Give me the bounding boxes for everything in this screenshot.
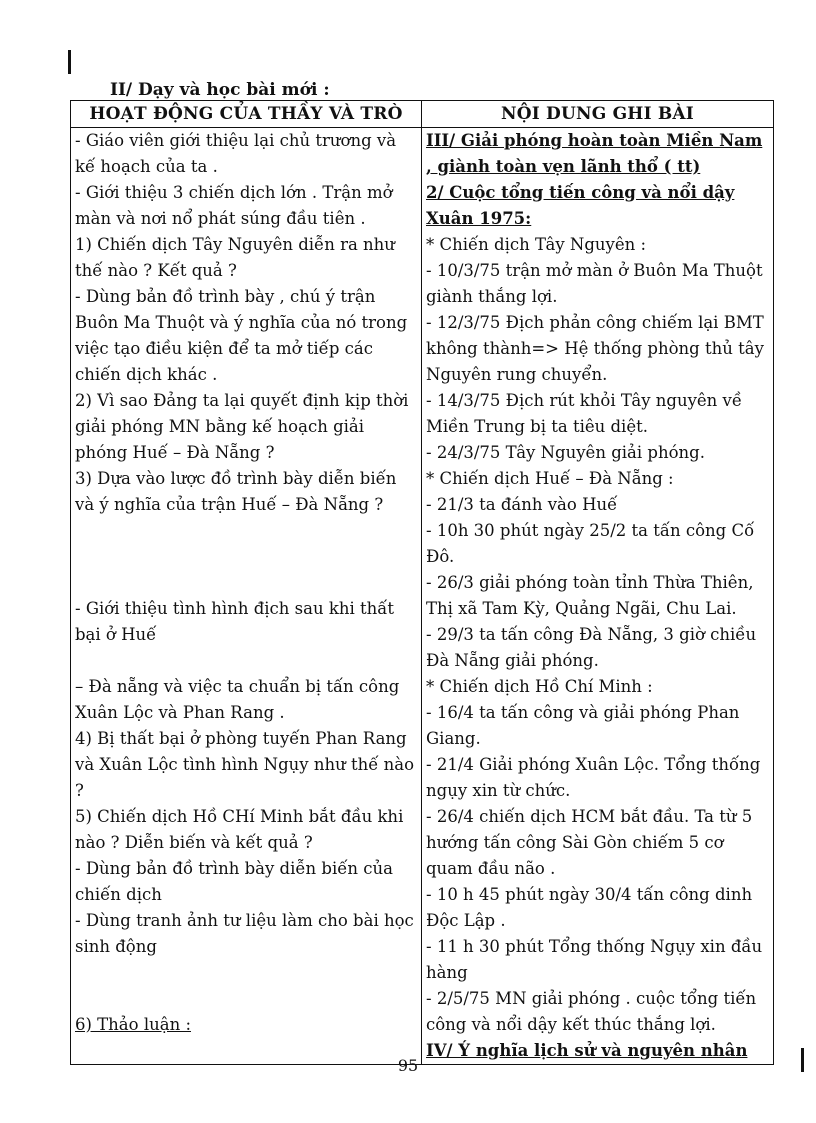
left-line: - Giới thiệu 3 chiến dịch lớn . Trận mở màn và nơi nổ phát súng đầu tiên . — [75, 183, 393, 228]
left-line: - Dùng bản đồ trình bày diễn biến của chiến dịch — [75, 859, 393, 904]
left-line: - Dùng bản đồ trình bày , chú ý trận Buôn Ma Thuột và ý nghĩa của nó trong việc tạo điều kiện để ta mở tiếp các chiến dịch khác . — [75, 287, 408, 384]
right-line: - 24/3/75 Tây Nguyên giải phóng. — [426, 443, 705, 462]
right-line: - 21/3 ta đánh vào Huế — [426, 495, 618, 514]
left-line: - Giới thiệu tình hình địch sau khi thất bại ở Huế — [75, 599, 394, 644]
right-line: - 10/3/75 trận mở màn ở Buôn Ma Thuột giành thắng lợi. — [426, 261, 763, 306]
left-line: 5) Chiến dịch Hồ CHí Minh bắt đầu khi nào ? Diễn biến và kết quả ? — [75, 807, 404, 852]
right-line: - 26/4 chiến dịch HCM bắt đầu. Ta từ 5 hướng tấn công Sài Gòn chiếm 5 cơ quam đầu não . — [426, 807, 753, 878]
right-line: - 10h 30 phút ngày 25/2 ta tấn công Cố Đô. — [426, 521, 755, 566]
page-number: 95 — [397, 1056, 419, 1075]
right-line: - 21/4 Giải phóng Xuân Lộc. Tổng thống ngụy xin từ chức. — [426, 755, 761, 800]
lesson-table — [70, 100, 774, 1065]
spacer — [75, 648, 417, 674]
right-line: - 29/3 ta tấn công Đà Nẵng, 3 giờ chiều Đà Nẵng giải phóng. — [426, 625, 757, 670]
margin-bar-right — [801, 1048, 804, 1072]
right-line: - 11 h 30 phút Tổng thống Ngụy xin đầu hàng — [426, 937, 763, 982]
right-line: * Chiến dịch Huế – Đà Nẵng : — [426, 469, 674, 488]
right-line: III/ Giải phóng hoàn toàn Miền Nam , giành toàn vẹn lãnh thổ ( tt) — [426, 131, 763, 176]
right-line: * Chiến dịch Tây Nguyên : — [426, 235, 647, 254]
right-line: - 2/5/75 MN giải phóng . cuộc tổng tiến công và nổi dậy kết thúc thắng lợi. — [426, 989, 757, 1034]
left-line: – Đà nẵng và việc ta chuẩn bị tấn công Xuân Lộc và Phan Rang . — [75, 677, 400, 722]
left-line: - Dùng tranh ảnh tư liệu làm cho bài học sinh động — [75, 911, 414, 956]
right-line: - 12/3/75 Địch phản công chiếm lại BMT không thành=> Hệ thống phòng thủ tây Nguyên rung chuyển. — [426, 313, 764, 384]
right-line: - 16/4 ta tấn công và giải phóng Phan Giang. — [426, 703, 740, 748]
col-header-activities: HOẠT ĐỘNG CỦA THẦY VÀ TRÒ — [71, 101, 422, 128]
activities-cell — [71, 128, 422, 1065]
content-cell — [422, 128, 774, 1065]
section-heading: II/ Dạy và học bài mới : — [110, 80, 330, 100]
left-line: 2) Vì sao Đảng ta lại quyết định kịp thời giải phóng MN bằng kế hoạch giải phóng Huế – Đà Nẵng ? — [75, 391, 409, 462]
right-line: 2/ Cuộc tổng tiến công và nổi dậy Xuân 1975: — [426, 183, 735, 228]
right-line: - 26/3 giải phóng toàn tỉnh Thừa Thiên, Thị xã Tam Kỳ, Quảng Ngãi, Chu Lai. — [426, 573, 754, 618]
left-line: - Giáo viên giới thiệu lại chủ trương và kế hoạch của ta . — [75, 131, 397, 176]
spacer — [75, 518, 417, 596]
right-line: * Chiến dịch Hồ Chí Minh : — [426, 677, 653, 696]
spacer — [75, 960, 417, 1012]
left-line: 4) Bị thất bại ở phòng tuyến Phan Rang và Xuân Lộc tình hình Ngụy như thế nào ? — [75, 729, 415, 800]
margin-bar-left — [68, 50, 71, 74]
right-line: IV/ Ý nghĩa lịch sử và nguyên nhân — [426, 1041, 748, 1060]
left-line: 3) Dựa vào lược đồ trình bày diễn biến và ý nghĩa của trận Huế – Đà Nẵng ? — [75, 469, 397, 514]
right-line: - 14/3/75 Địch rút khỏi Tây nguyên về Miền Trung bị ta tiêu diệt. — [426, 391, 743, 436]
left-line: 1) Chiến dịch Tây Nguyên diễn ra như thế nào ? Kết quả ? — [75, 235, 395, 280]
left-line: 6) Thảo luận : — [75, 1015, 191, 1034]
right-line: - 10 h 45 phút ngày 30/4 tấn công dinh Độc Lập . — [426, 885, 753, 930]
col-header-content: NỘI DUNG GHI BÀI — [422, 101, 774, 128]
